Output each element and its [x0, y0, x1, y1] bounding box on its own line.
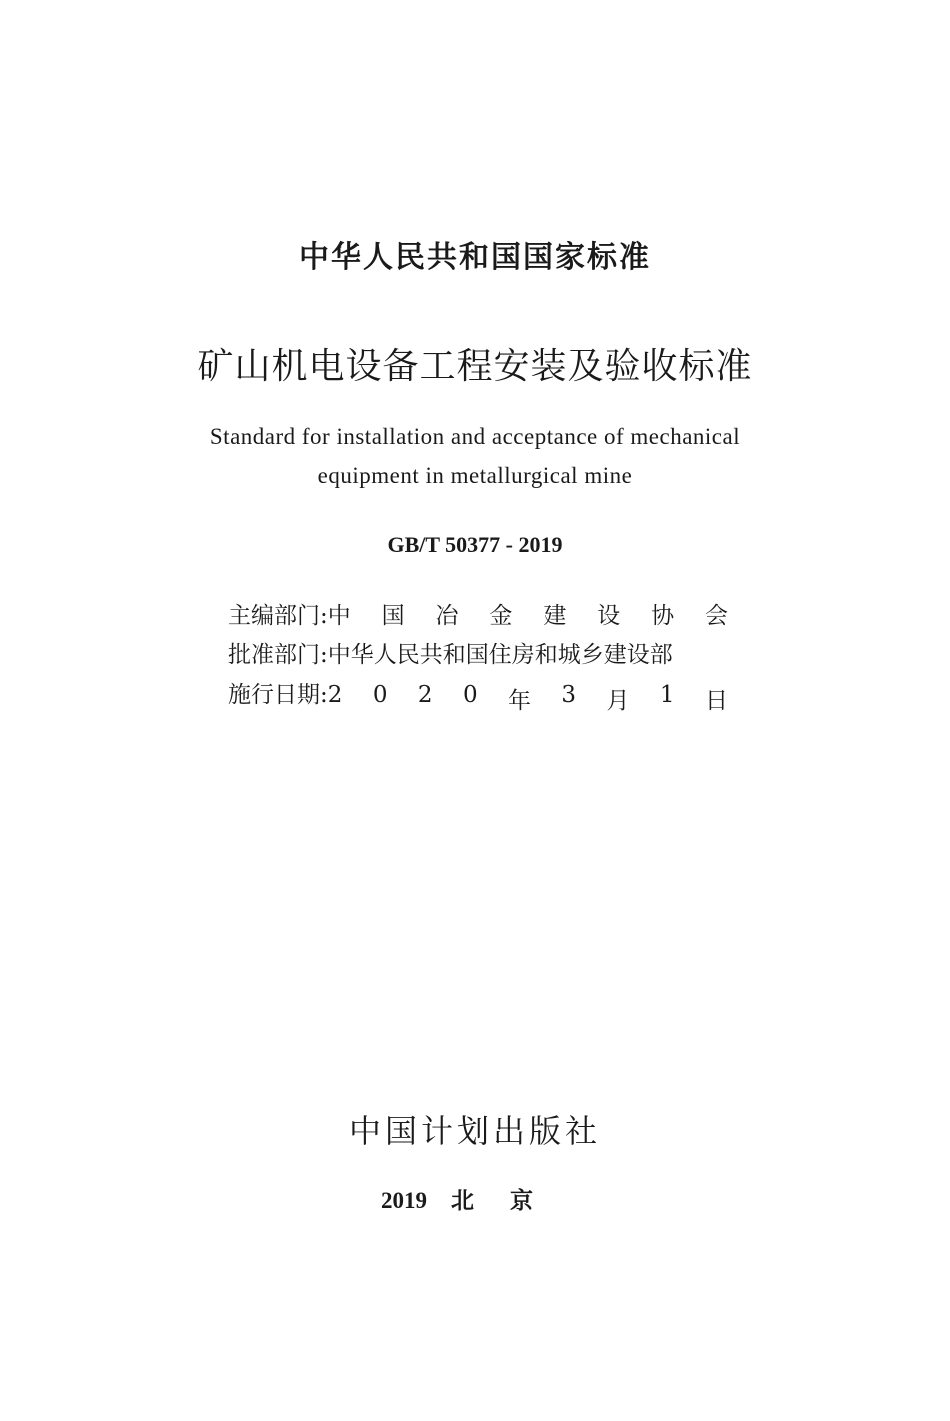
date-char: 3	[561, 682, 577, 708]
approver-value: 中华人民共和国住房和城乡建设部	[327, 642, 673, 668]
publication-place-year	[0, 1182, 950, 1215]
date-char: 2	[327, 682, 343, 708]
editor-char: 协	[651, 603, 675, 629]
editor-label: 主编部门:	[228, 603, 328, 629]
effective-date-value	[328, 682, 728, 715]
date-char: 年	[508, 688, 531, 714]
date-char: 0	[462, 682, 478, 708]
editor-char: 冶	[435, 603, 459, 629]
approver-row	[228, 636, 728, 669]
english-title-line-2: equipment in metallurgical mine	[317, 463, 633, 488]
date-char: 1	[659, 682, 675, 708]
editor-char: 金	[489, 603, 513, 629]
effective-date-label: 施行日期:	[228, 682, 328, 708]
date-char: 2	[417, 682, 433, 708]
standard-code: GB/T 50377 - 2019	[387, 532, 563, 557]
chinese-title: 矿山机电设备工程安装及验收标准	[197, 346, 753, 387]
editor-value	[328, 597, 728, 630]
date-char: 月	[606, 688, 630, 714]
approver-label: 批准部门:	[228, 642, 328, 668]
publisher-name: 中国计划出版社	[348, 1112, 601, 1150]
publication-city: 北京	[451, 1188, 569, 1214]
editor-char: 建	[543, 603, 567, 629]
editor-char: 会	[704, 603, 728, 629]
editor-row	[228, 597, 728, 630]
date-char: 日	[704, 688, 728, 714]
national-standard-heading: 中华人民共和国国家标准	[299, 240, 651, 275]
editor-char: 国	[381, 603, 405, 629]
editor-char: 设	[597, 603, 621, 629]
date-char: 0	[372, 682, 388, 708]
effective-date-row	[228, 676, 728, 715]
publication-year: 2019	[381, 1188, 427, 1213]
editor-char: 中	[327, 603, 351, 629]
english-title-line-1: Standard for installation and acceptance of mechanical	[209, 424, 741, 449]
